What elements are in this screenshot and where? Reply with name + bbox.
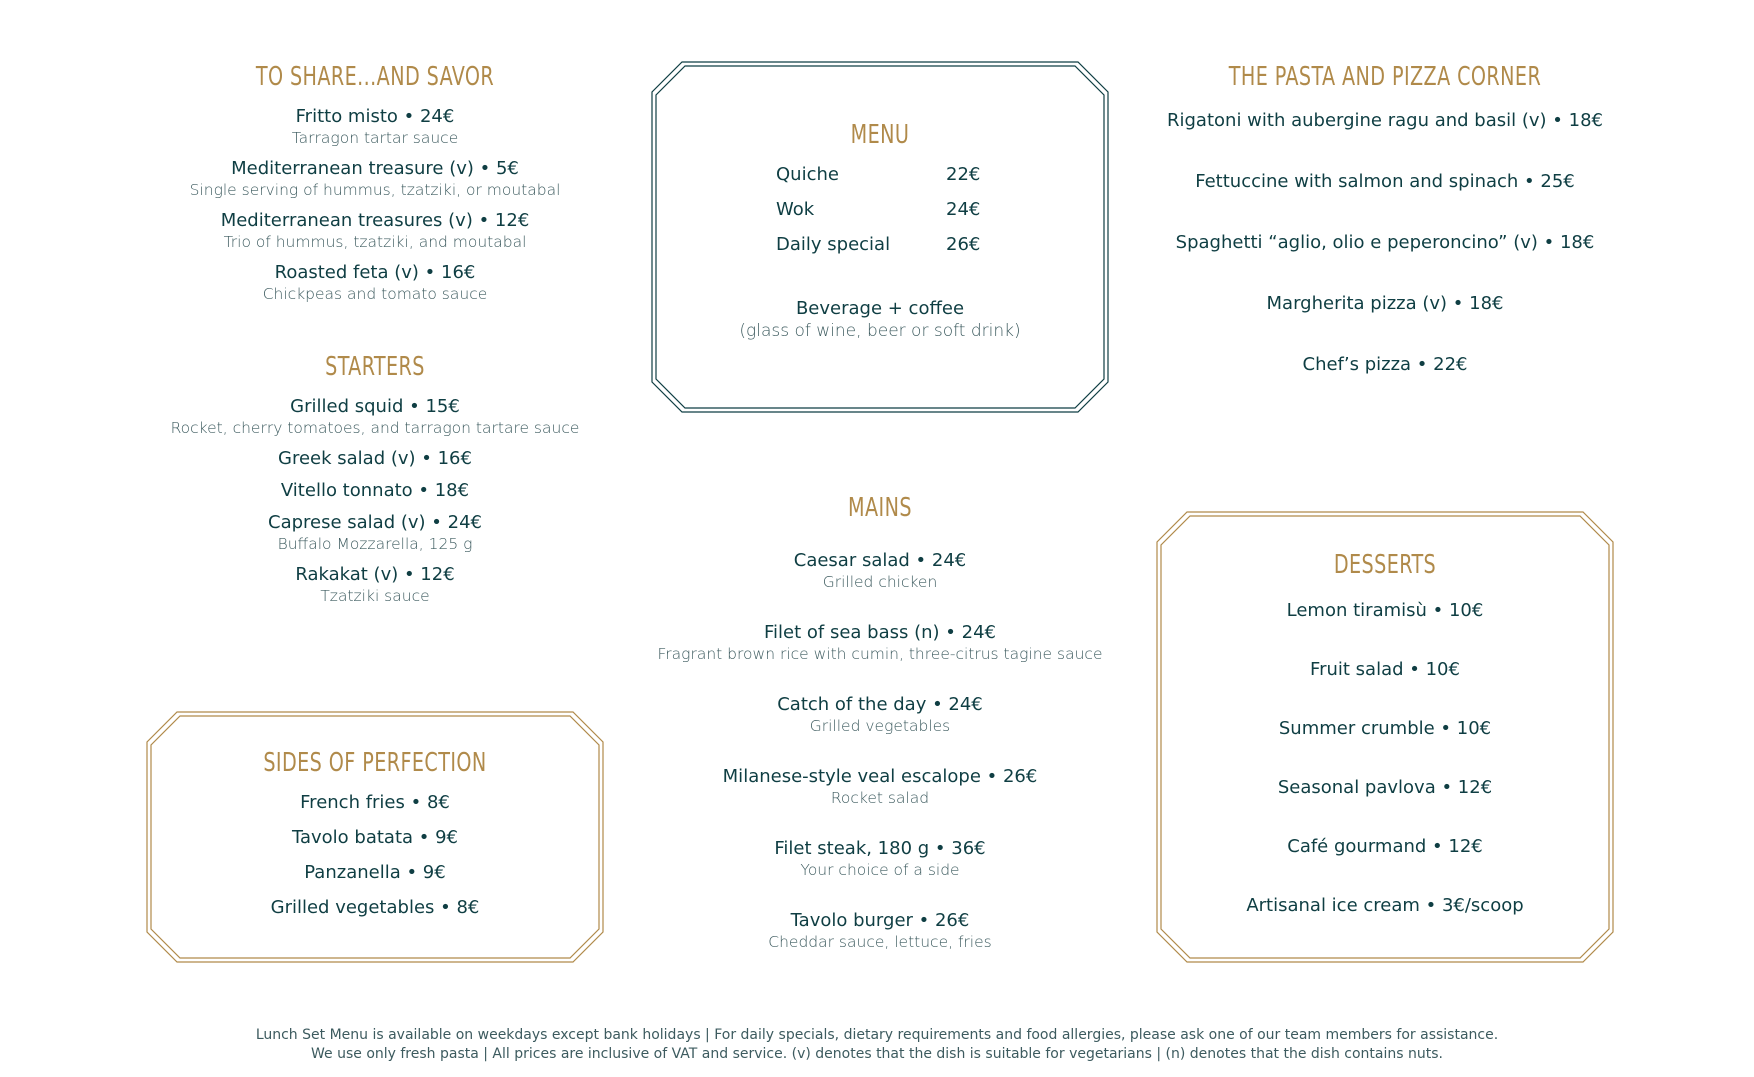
set-menu-name: Wok [776, 199, 815, 220]
mains-section [630, 493, 1130, 952]
menu-item: Summer crumble • 10€ [1278, 718, 1492, 739]
starters-section [130, 352, 620, 606]
starters-heading: STARTERS [325, 352, 425, 382]
menu-item-desc: Trio of hummus, tzatziki, and moutabal [223, 233, 527, 251]
menu-item: Filet steak, 180 g • 36€ [774, 838, 986, 859]
menu-item-desc: Rocket salad [830, 789, 930, 807]
set-menu-name: Quiche [776, 164, 839, 185]
set-menu-row [776, 234, 1006, 256]
menu-item: Mediterranean treasures (v) • 12€ [220, 210, 530, 231]
menu-item-desc: Your choice of a side [800, 861, 960, 879]
menu-item: Tavolo burger • 26€ [790, 910, 970, 931]
menu-item: Rakakat (v) • 12€ [295, 564, 455, 585]
menu-item: Grilled vegetables • 8€ [270, 897, 480, 918]
menu-item: French fries • 8€ [300, 792, 450, 813]
sides-section [147, 748, 603, 919]
menu-item: Lemon tiramisù • 10€ [1286, 600, 1484, 621]
set-menu-name: Daily special [776, 234, 891, 255]
menu-item-desc: Grilled vegetables [809, 717, 951, 735]
menu-item: Caprese salad (v) • 24€ [268, 512, 482, 533]
menu-item-desc: Tzatziki sauce [320, 587, 430, 605]
menu-section [652, 120, 1108, 342]
menu-item: Chef’s pizza • 22€ [1302, 354, 1468, 375]
menu-item: Roasted feta (v) • 16€ [274, 262, 476, 283]
share-heading: TO SHARE...AND SAVOR [255, 62, 495, 92]
menu-item: Greek salad (v) • 16€ [278, 448, 472, 469]
set-menu-price: 22€ [946, 164, 981, 185]
menu-item: Filet of sea bass (n) • 24€ [764, 622, 996, 643]
menu-item: Caesar salad • 24€ [793, 550, 967, 571]
menu-item-desc: Chickpeas and tomato sauce [262, 285, 488, 303]
menu-item: Artisanal ice cream • 3€/scoop [1246, 895, 1524, 916]
set-menu-row [776, 199, 1006, 221]
menu-item: Mediterranean treasure (v) • 5€ [231, 158, 519, 179]
footer-line-2: We use only fresh pasta | All prices are inclusive of VAT and service. (v) denotes that the dish is suitable for vegetarians | (n) denotes that the dish contains nuts. [311, 1046, 1443, 1062]
menu-item: Milanese-style veal escalope • 26€ [722, 766, 1038, 787]
share-section [130, 62, 620, 304]
menu-item: Catch of the day • 24€ [777, 694, 983, 715]
menu-item: Grilled squid • 15€ [290, 396, 460, 417]
pasta-section [1135, 62, 1635, 376]
menu-item: Margherita pizza (v) • 18€ [1266, 293, 1504, 314]
beverage-desc: (glass of wine, beer or soft drink) [739, 321, 1021, 341]
menu-item: Fettuccine with salmon and spinach • 25€ [1195, 171, 1575, 192]
menu-item: Rigatoni with aubergine ragu and basil (v) • 18€ [1167, 110, 1603, 131]
sides-heading: SIDES OF PERFECTION [263, 748, 487, 778]
menu-item-desc: Fragrant brown rice with cumin, three-citrus tagine sauce [657, 645, 1103, 663]
menu-item: Tavolo batata • 9€ [291, 827, 459, 848]
footer-line-1: Lunch Set Menu is available on weekdays except bank holidays | For daily specials, dietary requirements and food allergies, please ask one of our team members for assistance. [255, 1027, 1499, 1043]
set-menu-price: 26€ [946, 234, 981, 255]
menu-item-desc: Tarragon tartar sauce [291, 129, 459, 147]
menu-item-desc: Cheddar sauce, lettuce, fries [768, 933, 992, 951]
menu-item: Fruit salad • 10€ [1310, 659, 1460, 680]
menu-item-desc: Single serving of hummus, tzatziki, or moutabal [189, 181, 561, 199]
set-menu-price: 24€ [946, 199, 981, 220]
menu-item-desc: Buffalo Mozzarella, 125 g [277, 535, 473, 553]
beverage-label: Beverage + coffee [795, 298, 965, 319]
desserts-section [1157, 550, 1613, 917]
mains-heading: MAINS [848, 493, 912, 523]
menu-heading: MENU [850, 120, 910, 150]
menu-item-desc: Grilled chicken [822, 573, 938, 591]
menu-item: Spaghetti “aglio, olio e peperoncino” (v) • 18€ [1175, 232, 1595, 253]
menu-item: Vitello tonnato • 18€ [280, 480, 470, 501]
pasta-heading: THE PASTA AND PIZZA CORNER [1228, 62, 1542, 92]
menu-item: Café gourmand • 12€ [1287, 836, 1483, 857]
desserts-heading: DESSERTS [1333, 550, 1437, 580]
menu-item-desc: Rocket, cherry tomatoes, and tarragon tartare sauce [170, 419, 580, 437]
menu-item: Fritto misto • 24€ [295, 106, 455, 127]
menu-item: Seasonal pavlova • 12€ [1277, 777, 1493, 798]
set-menu-row [776, 164, 1006, 186]
menu-item: Panzanella • 9€ [304, 862, 446, 883]
